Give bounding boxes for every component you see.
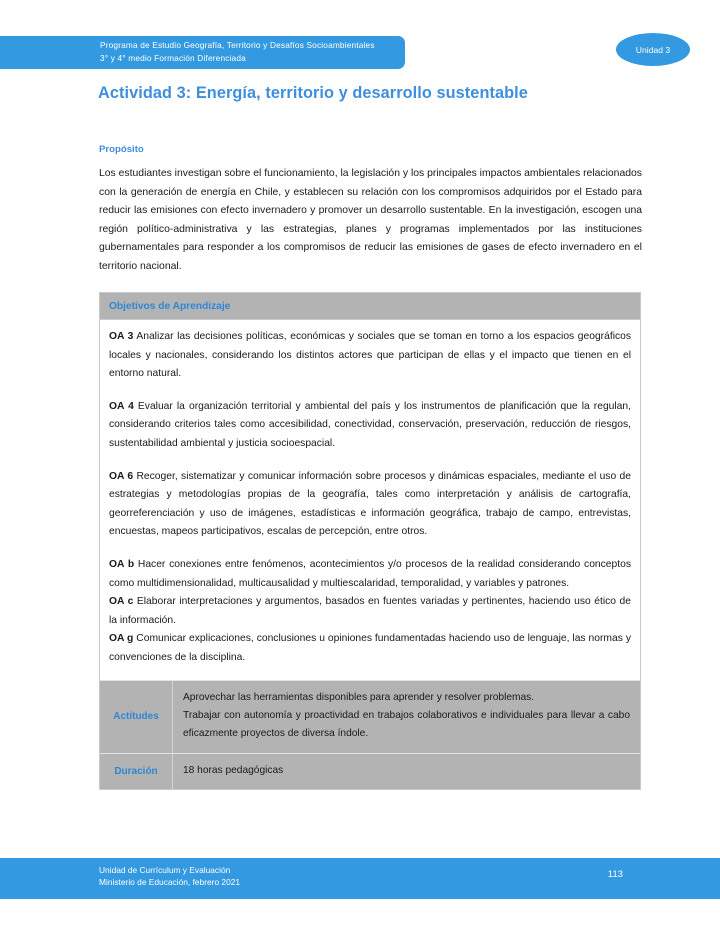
table-row-duracion [100,753,640,789]
oa-code: OA b [109,558,135,570]
oa-item [109,328,631,384]
oa-code: OA 3 [109,331,134,342]
oa-code: OA c [109,596,134,608]
duracion-label: Duración [100,754,173,789]
actitudes-label: Actitudes [100,681,173,753]
page-number: 113 [607,869,623,880]
proposito-paragraph: Los estudiantes investigan sobre el funcionamiento, la legislación y los principales impactos ambientales relacionados con la generación de energía en Chile, y establecen su relación con los compromisos adquiridos por el Estado para reducir las emisiones con efecto invernadero y promover un desarrollo sustentable. En la investigación, escogen una región político-administrativa y las estrategias, planes y programas implementados por las instituciones gubernamentales para responder a los compromisos de reducir las emisiones de gases de efecto invernadero en el territorio nacional. [99,168,642,272]
oa-text: Elaborar interpretaciones y argumentos, basados en fuentes variadas y pertinentes, haciendo uso ético de la información. [109,596,631,626]
footer-line-2: Ministerio de Educación, febrero 2021 [99,877,241,888]
oa-code: OA 6 [109,470,134,482]
objetivos-table [99,292,641,790]
oa-code: OA 4 [109,400,134,412]
program-line-1: Programa de Estudio Geografía, Territorio y Desafíos Socioambientales [100,40,375,50]
oa-item [109,398,631,454]
oa-text: Evaluar la organización territorial y ambiental del país y los instrumentos de planificación que la regulan, considerando criterios tales como accesibilidad, conectividad, conservación, preservación, reducción de riesgos, sustentabilidad ambiental y justicia socioespacial. [109,400,632,449]
unit-badge: Unidad 3 [616,33,690,66]
duracion-text: 18 horas pedagógicas [183,764,284,776]
oa-item [109,468,631,542]
oa-text: Analizar las decisiones políticas, económicas y sociales que se toman en torno a los espacios geográficos locales y nacionales, considerando los distintos actores que participan de ellas y el impacto que tienen en el entorno natural. [109,331,631,380]
oa-item [109,593,631,630]
actitudes-line-1: Aprovechar las herramientas disponibles para aprender y resolver problemas. [183,691,535,703]
oa-text: Recoger, sistematizar y comunicar información sobre procesos y dinámicas espaciales, mediante el uso de estrategias y metodologías propias de la geografía, tales como interpretación y análisis de cartografía, georreferenciación y uso de imágenes, estadísticas e información geográfica, trabajo de campo, entrevistas, encuestas, mapeos participativos, escalas de percepción, entre otros. [109,470,631,538]
actitudes-value [173,681,640,753]
oa-text: Hacer conexiones entre fenómenos, acontecimientos y/o procesos de la realidad considerando conceptos como multidimensionalidad, multicausalidad y multiescalaridad, temporalidad, y variables y patrones. [109,558,631,589]
oa-item [109,630,631,667]
objetivos-table-body [100,320,640,680]
page-title: Actividad 3: Energía, territorio y desarrollo sustentable [98,84,528,102]
duracion-value [173,754,640,789]
actitudes-line-2: Trabajar con autonomía y proactividad en trabajos colaborativos e individuales para llevar a cabo eficazmente proyectos de diversa índole. [183,709,630,740]
footer-line-1: Unidad de Currículum y Evaluación [99,864,231,875]
oa-text: Comunicar explicaciones, conclusiones u opiniones fundamentadas haciendo uso de lenguaje, las normas y convenciones de la disciplina. [109,633,631,663]
proposito-heading: Propósito [99,144,144,155]
oa-item [109,556,631,593]
footer-text [99,864,240,889]
objetivos-header-label: Objetivos de Aprendizaje [109,300,231,312]
oa-code: OA g [109,633,134,645]
program-header-text [100,39,400,64]
program-line-2: 3° y 4° medio Formación Diferenciada [100,52,246,63]
objetivos-table-header [100,293,640,320]
table-row-actitudes [100,680,640,753]
